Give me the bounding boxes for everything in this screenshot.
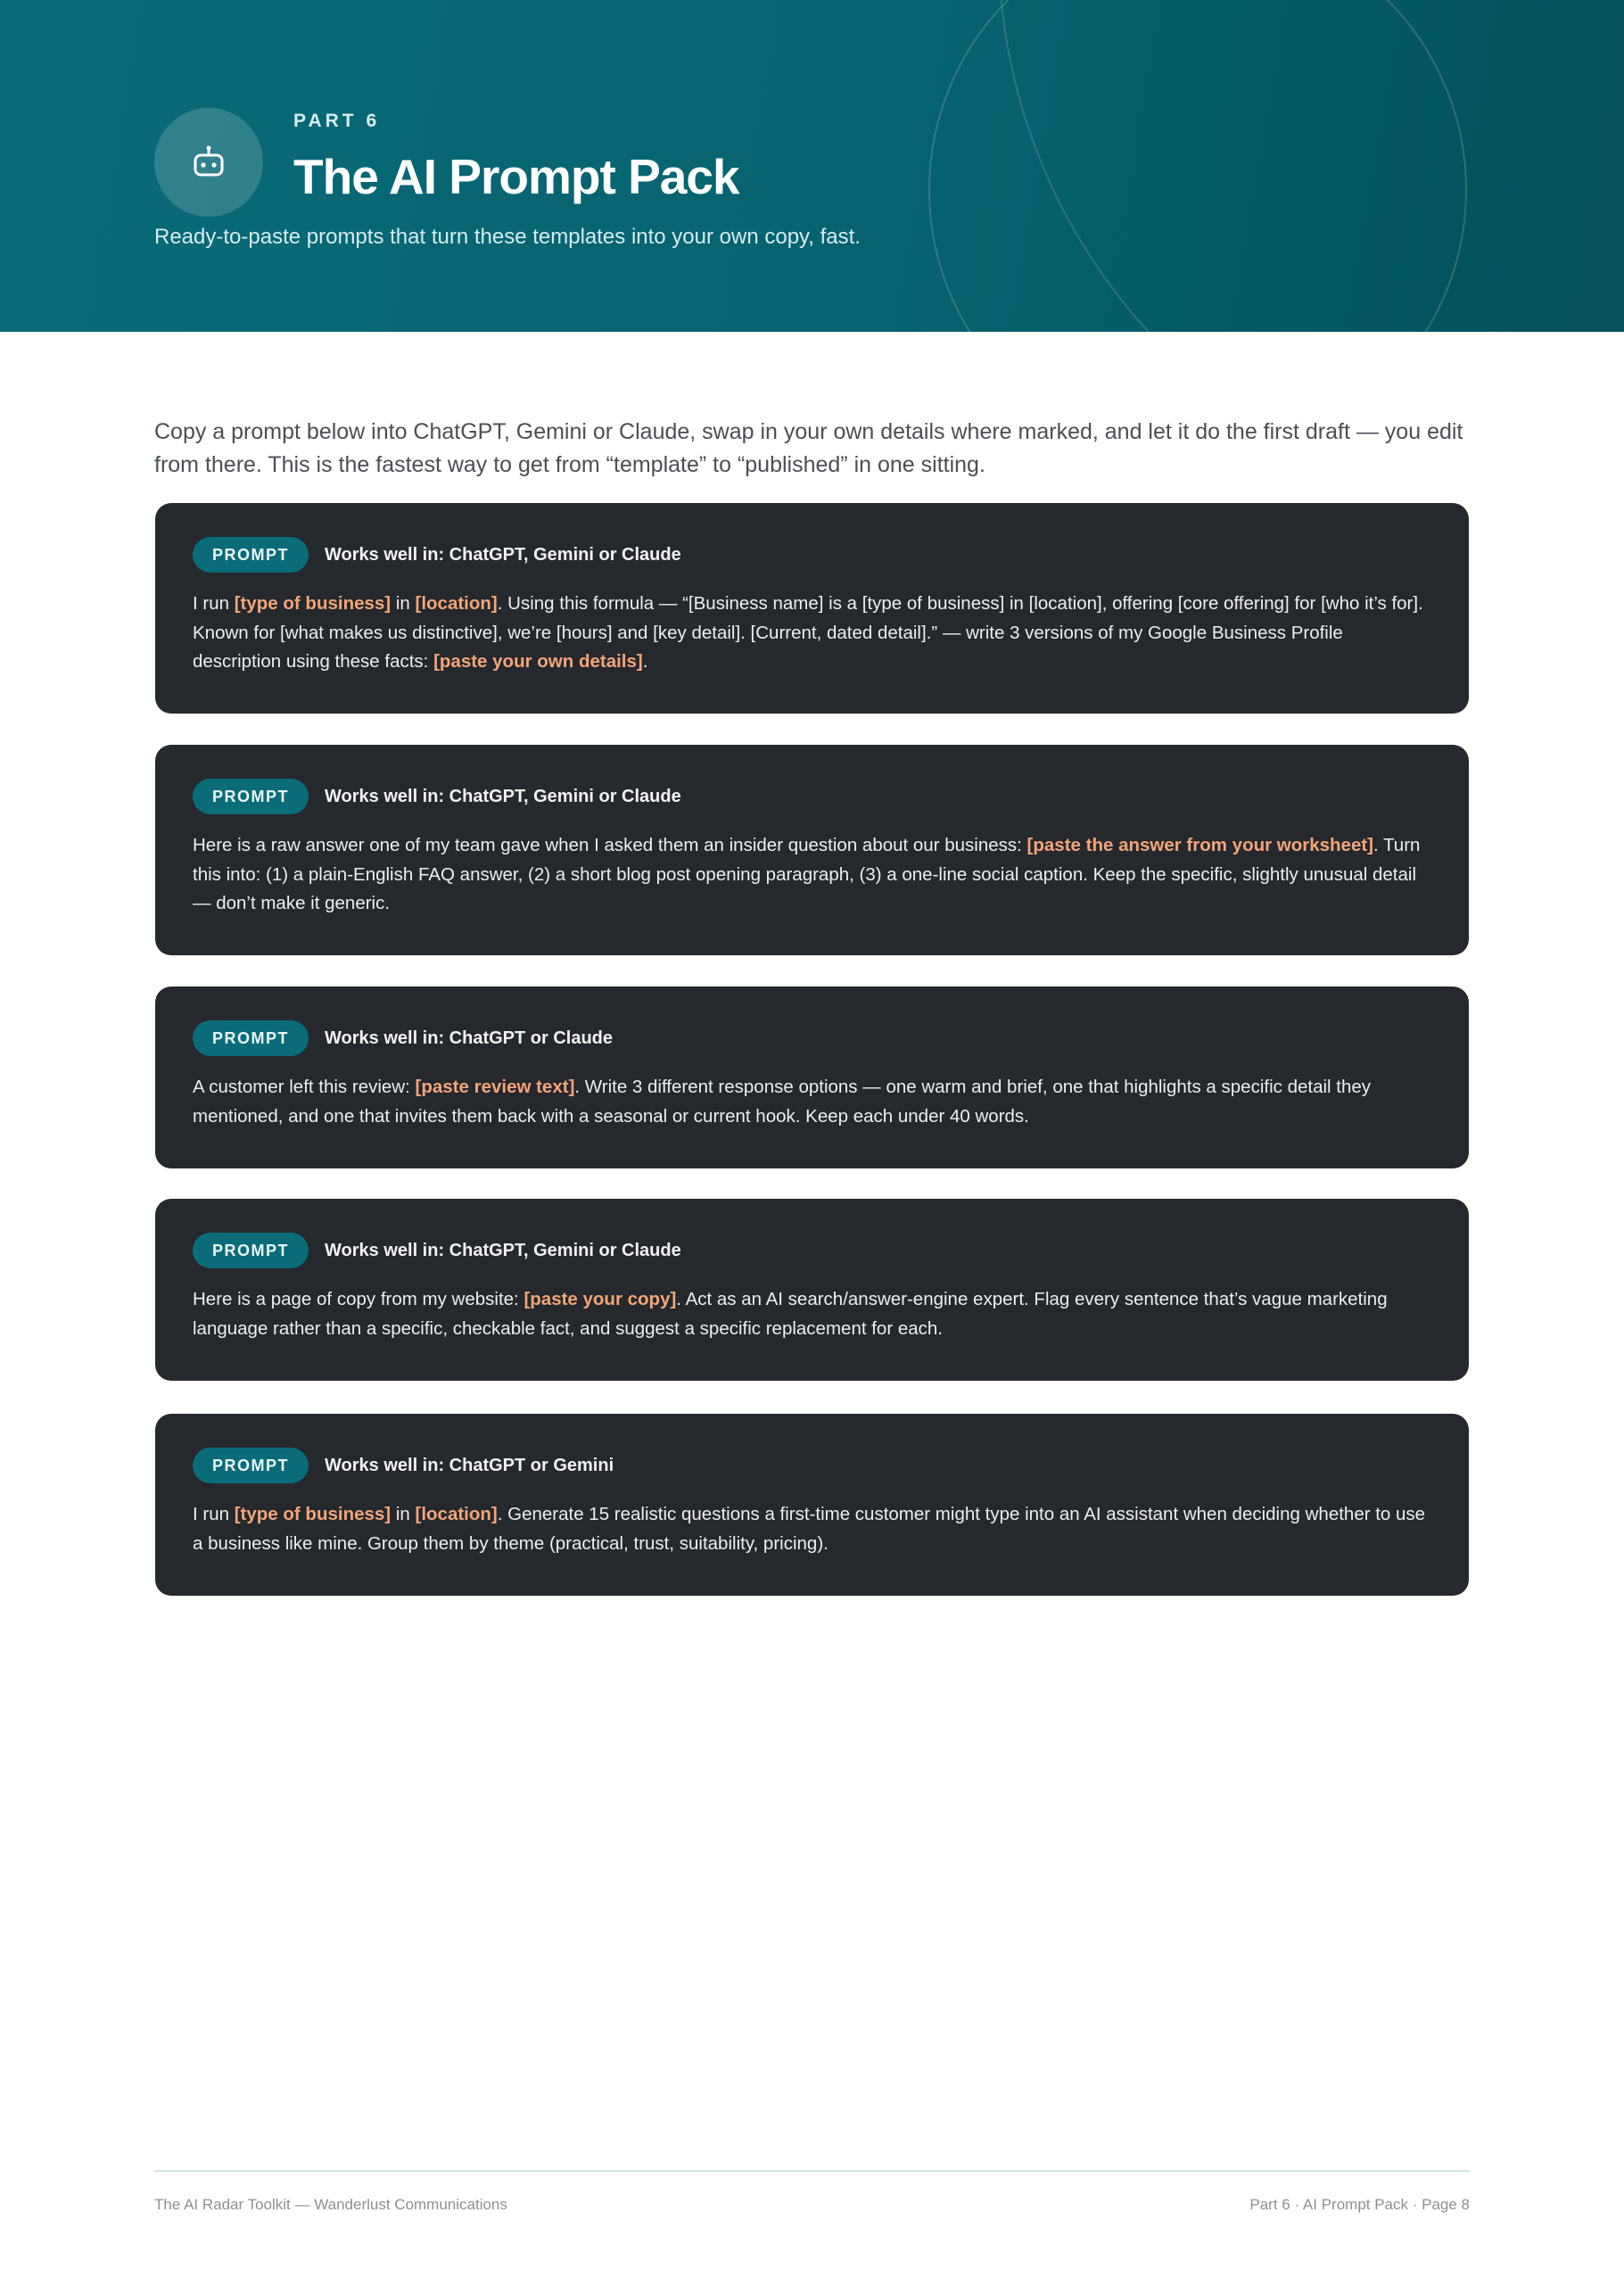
- prompt-badge: PROMPT: [193, 1233, 309, 1268]
- prompt-text-segment: A customer left this review:: [193, 1077, 416, 1097]
- prompt-text-segment: Here is a raw answer one of my team gave when I asked them an insider question about our business:: [193, 835, 1027, 855]
- prompt-card: [155, 987, 1469, 1168]
- prompt-text-segment: in: [391, 593, 416, 614]
- placeholder-highlight: [type of business]: [234, 593, 392, 614]
- prompt-text[interactable]: [193, 1073, 1431, 1131]
- prompt-card: [155, 1414, 1469, 1596]
- prompt-badge: PROMPT: [193, 537, 309, 573]
- page-header: [0, 0, 1624, 332]
- prompt-card: [155, 1199, 1469, 1381]
- works-well-in-label: Works well in: ChatGPT, Gemini or Claude: [325, 544, 681, 565]
- placeholder-highlight: [paste the answer from your worksheet]: [1026, 835, 1374, 855]
- placeholder-highlight: [paste your own details]: [433, 651, 643, 672]
- footer-publication: The AI Radar Toolkit — Wanderlust Communications: [154, 2196, 507, 2213]
- prompt-text[interactable]: [193, 831, 1431, 919]
- prompt-badge: PROMPT: [193, 779, 309, 814]
- page-subtitle: Ready-to-paste prompts that turn these templates into your own copy, fast.: [154, 225, 861, 249]
- prompt-text-segment: I run: [193, 1504, 235, 1524]
- prompt-text[interactable]: [193, 1285, 1431, 1343]
- works-well-in-label: Works well in: ChatGPT or Gemini: [325, 1455, 614, 1475]
- works-well-in-label: Works well in: ChatGPT or Claude: [325, 1028, 614, 1048]
- works-well-in-label: Works well in: ChatGPT, Gemini or Claude: [325, 1240, 681, 1260]
- prompt-text-segment: . Write 3 different response options — one warm and brief, one that highlights a specific detail they mentioned, and one that invites them back with a seasonal or current hook. Keep each under 40 words.: [193, 1077, 1372, 1127]
- robot-icon: [154, 108, 263, 217]
- prompt-text-segment: . Using this formula — “[Business name] is a [type of business] in [location], offering [core offering] for [who it’s for]. Known for [what makes us distinctive], we’re [hours] and [key detail]. [Current, dated detail].” — write 3 versions of my Google Business Profile description using these facts:: [193, 593, 1423, 672]
- prompt-text-segment: . Turn this into: (1) a plain-English FAQ answer, (2) a short blog post opening paragraph, (3) a one-line social caption. Keep the specific, slightly unusual detail — don’t make it generic.: [193, 835, 1421, 913]
- part-label: PART 6: [293, 111, 381, 131]
- prompt-badge: PROMPT: [193, 1448, 309, 1483]
- prompt-text-segment: Here is a page of copy from my website:: [193, 1289, 524, 1309]
- page-title: The AI Prompt Pack: [293, 149, 739, 204]
- prompt-text-segment: I run: [193, 593, 235, 614]
- prompt-text-segment: .: [642, 651, 648, 672]
- prompt-text[interactable]: [193, 1500, 1431, 1558]
- prompt-card: [155, 745, 1469, 955]
- placeholder-highlight: [paste review text]: [415, 1077, 575, 1097]
- prompt-text-segment: . Generate 15 realistic questions a first-time customer might type into an AI assistant when deciding whether to use a business like mine. Group them by theme (practical, trust, suitability, pricing).: [193, 1504, 1426, 1554]
- placeholder-highlight: [location]: [415, 593, 498, 614]
- works-well-in-label: Works well in: ChatGPT, Gemini or Claude: [325, 786, 681, 806]
- prompt-text-segment: . Act as an AI search/answer-engine expert. Flag every sentence that’s vague marketing language rather than a specific, checkable fact, and suggest a specific replacement for each.: [193, 1289, 1388, 1339]
- prompt-badge: PROMPT: [193, 1020, 309, 1056]
- prompt-text[interactable]: [193, 590, 1431, 677]
- placeholder-highlight: [paste your copy]: [523, 1289, 677, 1309]
- prompt-card: [155, 503, 1469, 714]
- intro-paragraph: Copy a prompt below into ChatGPT, Gemini or Claude, swap in your own details where marked, and let it do the first draft — you edit from there. This is the fastest way to get from “template” to “published” in one sitting.: [154, 419, 1463, 477]
- footer-divider: [154, 2170, 1470, 2172]
- placeholder-highlight: [location]: [415, 1504, 498, 1524]
- footer-page-number: Part 6 · AI Prompt Pack · Page 8: [1249, 2196, 1470, 2213]
- placeholder-highlight: [type of business]: [234, 1504, 392, 1524]
- prompt-text-segment: in: [391, 1504, 416, 1524]
